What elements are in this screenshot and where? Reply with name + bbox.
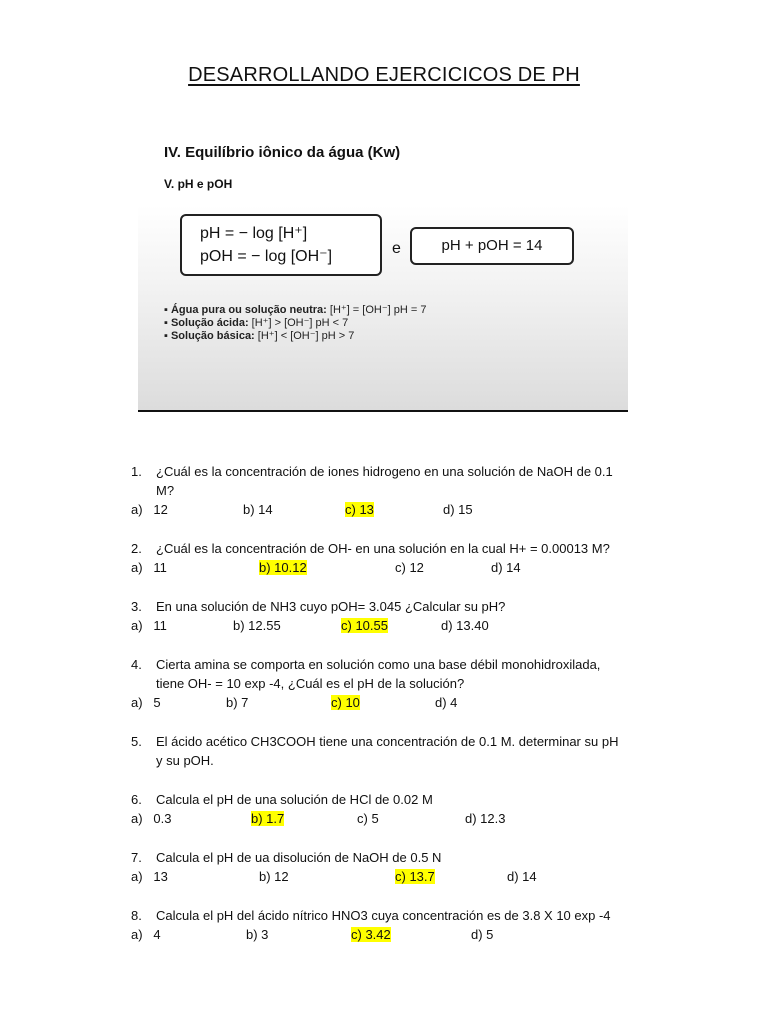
answer-options: [131, 867, 691, 886]
answer-option: b) 1.7: [251, 811, 285, 826]
figure-bullets: [164, 304, 426, 343]
question-number: 4.: [131, 657, 142, 672]
ph-formula-figure: [138, 126, 628, 412]
answer-option: c) 5: [357, 811, 379, 826]
answer-option: c) 10.55: [341, 618, 388, 633]
answer-options: [131, 693, 691, 712]
question-text: M?: [156, 483, 175, 498]
bullet-item: ▪ Água pura ou solução neutra: [H⁺] = [OH⁻] pH = 7: [164, 304, 427, 316]
answer-options: [131, 500, 691, 519]
question-text: 4. Cierta amina se comporta en solución como una base débil monohidroxilada,: [131, 657, 601, 672]
answer-option: d) 12.3: [465, 811, 506, 826]
poh-formula: pOH = − log [OH⁻]: [200, 248, 333, 265]
formula-connector: e: [392, 240, 401, 257]
answer-options: [131, 616, 691, 635]
answer-option: d) 5: [471, 927, 494, 942]
answer-option: d) 4: [435, 695, 458, 710]
answer-option: a) 13: [131, 869, 168, 884]
answer-option: d) 15: [443, 502, 473, 517]
question-item: [131, 539, 691, 577]
answer-option: c) 13.7: [395, 869, 435, 884]
question-number: 8.: [131, 908, 142, 923]
question-item: [131, 732, 691, 770]
question-text: 1. ¿Cuál es la concentración de iones hidrogeno en una solución de NaOH de 0.1: [131, 464, 613, 479]
question-text: 2. ¿Cuál es la concentración de OH- en una solución en la cual H+ = 0.00013 M?: [131, 541, 610, 556]
ph-poh-formula-box: [180, 214, 382, 276]
answer-option: d) 14: [507, 869, 537, 884]
answer-options: [131, 558, 691, 577]
question-item: [131, 462, 691, 519]
question-number: 6.: [131, 792, 142, 807]
answer-option: a) 5: [131, 695, 161, 710]
question-number: 2.: [131, 541, 142, 556]
answer-option: d) 13.40: [441, 618, 489, 633]
question-text: tiene OH- = 10 exp -4, ¿Cuál es el pH de la solución?: [156, 676, 465, 691]
answer-option: a) 11: [131, 618, 167, 633]
answer-option: b) 3: [246, 927, 269, 942]
answer-option: b) 10.12: [259, 560, 307, 575]
answer-options: [131, 925, 691, 944]
figure-heading: IV. Equilíbrio iônico da água (Kw): [164, 144, 401, 161]
question-item: [131, 848, 691, 886]
bullet-item: ▪ Solução básica: [H⁺] < [OH⁻] pH > 7: [164, 330, 355, 342]
question-item: [131, 906, 691, 944]
answer-option: b) 7: [226, 695, 249, 710]
ph-formula: pH = − log [H⁺]: [200, 225, 308, 242]
question-text: 8. Calcula el pH del ácido nítrico HNO3 cuya concentración es de 3.8 X 10 exp -4: [131, 908, 611, 923]
question-number: 7.: [131, 850, 142, 865]
sum-formula-box: [410, 227, 574, 265]
answer-option: b) 12: [259, 869, 289, 884]
answer-option: b) 12.55: [233, 618, 281, 633]
answer-options: [131, 809, 691, 828]
answer-option: c) 10: [331, 695, 360, 710]
question-list: [131, 462, 691, 964]
question-text: 5. El ácido acético CH3COOH tiene una concentración de 0.1 M. determinar su pH: [131, 734, 619, 749]
answer-option: a) 0.3: [131, 811, 172, 826]
answer-option: c) 12: [395, 560, 424, 575]
question-item: [131, 790, 691, 828]
sum-formula: pH + pOH = 14: [441, 237, 543, 254]
question-number: 5.: [131, 734, 142, 749]
question-item: [131, 597, 691, 635]
answer-option: d) 14: [491, 560, 521, 575]
question-item: [131, 655, 691, 712]
page-title: DESARROLLANDO EJERCICICOS DE PH: [188, 64, 580, 86]
question-number: 3.: [131, 599, 142, 614]
answer-option: b) 14: [243, 502, 273, 517]
figure-subheading: V. pH e pOH: [164, 177, 233, 191]
answer-option: a) 4: [131, 927, 161, 942]
question-text: y su pOH.: [156, 753, 214, 768]
answer-option: c) 13: [345, 502, 374, 517]
question-text: 7. Calcula el pH de ua disolución de NaOH de 0.5 N: [131, 850, 442, 865]
question-text: 3. En una solución de NH3 cuyo pOH= 3.045 ¿Calcular su pH?: [131, 599, 506, 614]
bullet-item: ▪ Solução ácida: [H⁺] > [OH⁻] pH < 7: [164, 317, 349, 329]
answer-option: a) 12: [131, 502, 168, 517]
answer-option: c) 3.42: [351, 927, 391, 942]
question-number: 1.: [131, 464, 142, 479]
answer-option: a) 11: [131, 560, 167, 575]
question-text: 6. Calcula el pH de una solución de HCl de 0.02 M: [131, 792, 433, 807]
